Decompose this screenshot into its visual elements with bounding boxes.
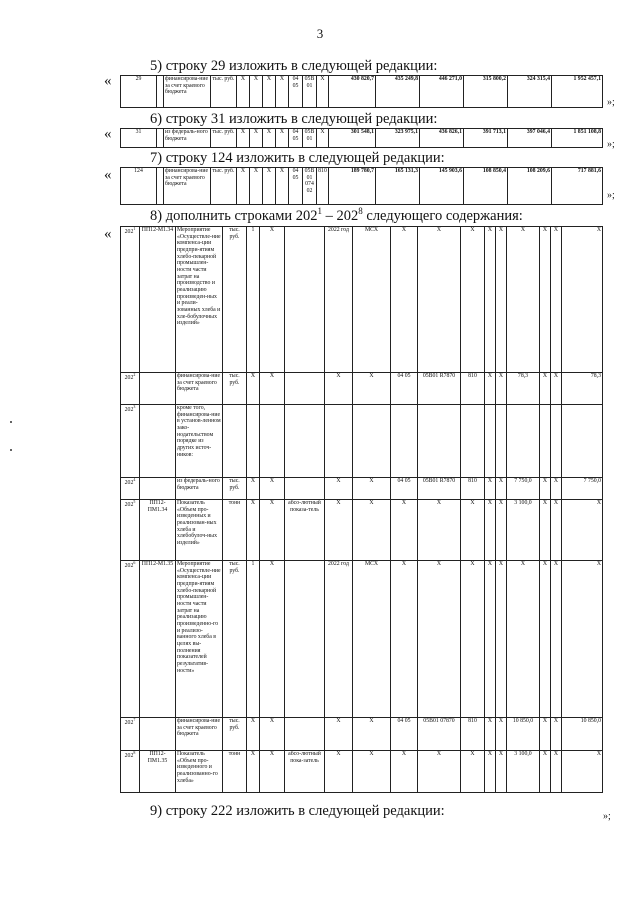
table-cell-c15: 10 850,0 [507,718,540,751]
table-cell-code [140,718,176,751]
table-cell: 04 05 [289,129,303,148]
table-cell-c9 [353,405,391,478]
table-cell-c11: Х [418,561,461,718]
quote-open-31: « [104,126,112,142]
table-cell-c13: Х [485,478,496,500]
table-cell-c18: Х [562,500,603,561]
page-number: 3 [316,26,324,41]
table-cell: Х [250,129,263,148]
table-cell: Х [263,129,276,148]
table-cell: 436 826,1 [420,129,464,148]
table-cell-c18 [562,405,603,478]
quote-open-124: « [104,167,112,183]
table-cell: 315 800,2 [464,76,508,108]
table-cell [157,129,164,148]
table-cell-c9: МСХ [353,561,391,718]
table-cell: из федераль-ного бюджета [164,129,211,148]
table-cell-c17: Х [551,478,562,500]
table-cell-text: Показатель «Объем про-изведенных и реализован-ных хлеба и хлебобулоч-ных изделий» [176,500,223,561]
section-8-sup-8: 8 [358,206,363,216]
table-cell-c8: Х [325,478,353,500]
table-cell-c12: 810 [461,478,485,500]
row-number-cell [121,561,140,718]
table-cell-c7 [285,718,325,751]
row-number-sup: 5 [133,499,136,504]
table-cell-text: из федераль-ного бюджета [176,478,223,500]
table-cell: Х [237,129,250,148]
row-number-cell [121,227,140,373]
table-cell-c16 [540,405,551,478]
table-cell: 05В 01 [303,76,317,108]
table-cell-c11 [418,405,461,478]
table-cell-c12: 810 [461,373,485,405]
table-cell-c5: Х [247,500,260,561]
table-cell-c11: 05В01 R7870 [418,373,461,405]
table-cell-unit: тыс. руб. [223,478,247,500]
table-cell-c6 [260,405,285,478]
table-cell-c17: Х [551,227,562,373]
table-cell-c13: Х [485,751,496,793]
table-cell-c8: Х [325,751,353,793]
table-cell: 810 [317,168,329,205]
row-number-cell [121,405,140,478]
table-cell-c5: Х [247,718,260,751]
table-cell-c13: Х [485,561,496,718]
table-cell-unit: тыс. руб. [223,373,247,405]
table-cell-c15: Х [507,561,540,718]
table-cell-c7 [285,405,325,478]
table-cell: финансирова-ние за счет краевого бюджета [164,76,211,108]
table-cell-unit: тыс. руб. [223,227,247,373]
table-cell: 435 249,8 [376,76,420,108]
table-cell-c18: Х [562,751,603,793]
table-cell-c13: Х [485,500,496,561]
table-cell-code: ПП12-М1.35 [140,561,176,718]
table-cell-c16: Х [540,561,551,718]
section-8-sup-1: 1 [317,206,323,216]
row-number-cell [121,373,140,405]
section-8-text-b: – 202 [322,207,359,224]
row-number: 202 [124,479,134,486]
table-cell-c10: Х [391,561,418,718]
table-cell-c6: Х [260,718,285,751]
table-cell-c17: Х [551,751,562,793]
table-cell-c6: Х [260,561,285,718]
table-cell: 05В 01 [303,129,317,148]
table-cell-c14: Х [496,373,507,405]
table-cell-c16: Х [540,373,551,405]
table-cell [157,168,164,205]
row-number: 202 [124,562,134,569]
row-number-cell [121,751,140,793]
table-cell-c8: Х [325,500,353,561]
table-cell: 108 850,4 [464,168,508,205]
table-cell-c6: Х [260,227,285,373]
table-cell [157,76,164,108]
table-cell: 05В 01 074 02 [303,168,317,205]
table-cell-c6: Х [260,373,285,405]
table-cell: 397 046,4 [508,129,552,148]
table-row [121,751,603,793]
table-cell: Х [276,129,289,148]
table-cell-text: финансирова-ние за счет краевого бюджета [176,718,223,751]
table-cell-c5: Х [247,373,260,405]
table-cell: Х [317,129,329,148]
section-5-heading: 5) строку 29 изложить в следующей редакции: [150,58,438,74]
quote-open-202: « [104,226,112,242]
table-cell-c7: абсо-лютный пока-затель [285,751,325,793]
row-number-cell [121,478,140,500]
table-cell-text: Мероприятие «Осуществле-ние компенса-ции предпри-ятиям хлебо-пекарной промышлен-ности части затрат на производство и реализацию произведен-ных и реали-зованных хлеба и хле-бобулочных изделий» [176,227,223,373]
table-row [121,227,603,373]
table-cell: тыс. руб. [211,129,237,148]
table-cell: Х [250,168,263,205]
section-8-text-c: следующего содержания: [362,207,523,224]
table-cell-c14: Х [496,718,507,751]
table-cell: 717 881,6 [552,168,603,205]
table-cell: 165 131,3 [376,168,420,205]
quote-close-29: »; [607,97,615,108]
table-cell: 324 315,4 [508,76,552,108]
table-cell-code: ПП12-ПМ1.34 [140,500,176,561]
table-cell-c18: 78,3 [562,373,603,405]
row-number-sup: 3 [133,404,136,409]
table-cell-c11: 05В01 07870 [418,718,461,751]
table-cell-code [140,478,176,500]
table-cell-c5: 1 [247,561,260,718]
table-cell-c10: 04 05 [391,373,418,405]
table-cell-c10: Х [391,751,418,793]
row-number: 202 [124,501,134,508]
table-cell-unit: тыс. руб. [223,561,247,718]
table-cell: 1 952 457,1 [552,76,603,108]
table-cell-c16: Х [540,227,551,373]
table-cell-c12: Х [461,561,485,718]
table-cell-c5: 1 [247,227,260,373]
table-cell-c14: Х [496,478,507,500]
table-row-31 [120,128,603,148]
table-cell-c14: Х [496,227,507,373]
table-cell-c16: Х [540,718,551,751]
table-cell-c16: Х [540,751,551,793]
table-cell-c8: Х [325,373,353,405]
table-cell-c14: Х [496,500,507,561]
table-row [121,718,603,751]
quote-close-31: »; [607,139,615,150]
table-cell-c11: 05В01 R7870 [418,478,461,500]
section-8-heading [150,206,523,225]
table-cell: Х [263,76,276,108]
table-cell-c17: Х [551,561,562,718]
table-cell-c9: Х [353,751,391,793]
table-cell-code: ПП12-М1.34 [140,227,176,373]
table-cell-c7 [285,561,325,718]
table-cell: 145 903,6 [420,168,464,205]
table-cell-c10 [391,405,418,478]
table-cell: 124 [121,168,157,205]
table-cell-c5: Х [247,478,260,500]
table-cell: 301 548,1 [329,129,376,148]
table-cell: Х [237,76,250,108]
table-cell-c10: Х [391,500,418,561]
table-cell: Х [250,76,263,108]
table-cell-c14: Х [496,561,507,718]
table-cell-c15: 3 100,0 [507,500,540,561]
table-cell-c15: 78,3 [507,373,540,405]
table-row-124 [120,167,603,205]
table-cell-c15: Х [507,227,540,373]
table-cell: Х [276,168,289,205]
row-number: 202 [124,752,134,759]
table-cell-c14 [496,405,507,478]
table-cell: финансирова-ние за счет краевого бюджета [164,168,211,205]
row-number-cell [121,500,140,561]
table-cell: 108 209,6 [508,168,552,205]
table-cell-c6: Х [260,478,285,500]
table-cell-c18: Х [562,561,603,718]
table-cell-c11: Х [418,751,461,793]
table-row [121,373,603,405]
row-number: 202 [124,228,134,235]
table-cell-c9: МСХ [353,227,391,373]
table-cell-c9: Х [353,718,391,751]
table-cell: тыс. руб. [211,76,237,108]
table-cell-c18: 10 850,0 [562,718,603,751]
table-cell-c14: Х [496,751,507,793]
table-cell-c17: Х [551,718,562,751]
table-cell: 29 [121,76,157,108]
quote-close-202: »; [603,811,611,822]
table-cell-unit: тыс. руб. [223,718,247,751]
section-6-heading: 6) строку 31 изложить в следующей редакции: [150,111,438,127]
table-cell-c10: 04 05 [391,478,418,500]
row-number: 202 [124,374,134,381]
table-cell: 189 780,7 [329,168,376,205]
table-cell-c10: 04 05 [391,718,418,751]
table-cell-c13: Х [485,227,496,373]
table-cell: 04 05 [289,168,303,205]
table-cell-unit: тонн [223,751,247,793]
table-cell-c7 [285,227,325,373]
table-cell-c12: Х [461,500,485,561]
table-cell-c8: 2022 год [325,561,353,718]
row-number-sup: 2 [133,372,136,377]
table-cell-c12: 810 [461,718,485,751]
quote-open-29: « [104,73,112,89]
row-number-sup: 4 [133,477,136,482]
row-number-sup: 1 [133,226,136,231]
table-cell-c16: Х [540,478,551,500]
table-cell-c15: 7 750,0 [507,478,540,500]
table-rows-202 [120,226,603,793]
table-cell-c8: 2022 год [325,227,353,373]
table-cell-text: Мероприятие «Осуществле-ние компенса-ции предпри-ятиям хлебо-пекарной промышлен-ности части затрат на реализацию произведенно-го и реализо-ванного хлеба в целях вы-полнения показателей результатив-ности» [176,561,223,718]
table-cell-c15 [507,405,540,478]
margin-mark [10,421,12,423]
table-cell: 04 05 [289,76,303,108]
table-row [121,561,603,718]
table-row [121,405,603,478]
row-number: 202 [124,406,134,413]
table-cell: тыс. руб. [211,168,237,205]
table-cell-c17: Х [551,500,562,561]
table-cell-code [140,373,176,405]
table-cell-c9: Х [353,478,391,500]
table-cell-unit: тонн [223,500,247,561]
table-cell: 1 851 108,8 [552,129,603,148]
table-cell-text: кроме того, финансирова-ние в установ-ленном зако-нодательством порядке из других источ-ников: [176,405,223,478]
table-cell-c12: Х [461,751,485,793]
table-cell: Х [263,168,276,205]
row-number-sup: 8 [133,750,136,755]
row-number-cell [121,718,140,751]
table-cell-c11: Х [418,500,461,561]
table-cell: 446 271,0 [420,76,464,108]
table-cell-c13: Х [485,373,496,405]
table-cell-c12: Х [461,227,485,373]
table-cell-c9: Х [353,373,391,405]
quote-close-124: »; [607,190,615,201]
table-cell-c8: Х [325,718,353,751]
table-cell-c7 [285,478,325,500]
table-cell-unit [223,405,247,478]
table-cell-c5: Х [247,751,260,793]
table-cell-c7: абсо-лютный показа-тель [285,500,325,561]
section-8-text-a: 8) дополнить строками 202 [150,207,318,224]
table-cell-c13: Х [485,718,496,751]
table-cell-c9: Х [353,500,391,561]
table-row [121,500,603,561]
table-cell-c13 [485,405,496,478]
table-cell-c12 [461,405,485,478]
table-cell-c18: Х [562,227,603,373]
table-cell-c10: Х [391,227,418,373]
table-cell-c11: Х [418,227,461,373]
table-cell-c17: Х [551,373,562,405]
table-cell-c8 [325,405,353,478]
table-row [121,478,603,500]
table-cell-c18: 7 750,0 [562,478,603,500]
table-cell-c6: Х [260,751,285,793]
section-9-heading: 9) строку 222 изложить в следующей редакции: [150,803,445,819]
table-cell-text: финансирова-ние за счет краевого бюджета [176,373,223,405]
margin-mark [10,449,12,451]
table-cell: Х [317,76,329,108]
table-cell-text: Показатель «Объем про-изведенного и реализованно-го хлеба» [176,751,223,793]
table-cell-c17 [551,405,562,478]
table-cell: 323 975,1 [376,129,420,148]
table-row-29 [120,75,603,108]
section-7-heading: 7) строку 124 изложить в следующей редакции: [150,150,445,166]
row-number-sup: 6 [133,560,136,565]
row-number: 202 [124,719,134,726]
table-cell-code: ПП12-ПМ1.35 [140,751,176,793]
table-cell-c7 [285,373,325,405]
table-cell-code [140,405,176,478]
table-cell-c16: Х [540,500,551,561]
table-cell: 430 820,7 [329,76,376,108]
table-cell-c5 [247,405,260,478]
table-cell-c6: Х [260,500,285,561]
table-cell: Х [237,168,250,205]
table-cell: Х [276,76,289,108]
row-number-sup: 7 [133,717,136,722]
table-cell: 391 713,1 [464,129,508,148]
table-cell-c15: 3 100,0 [507,751,540,793]
table-cell: 31 [121,129,157,148]
